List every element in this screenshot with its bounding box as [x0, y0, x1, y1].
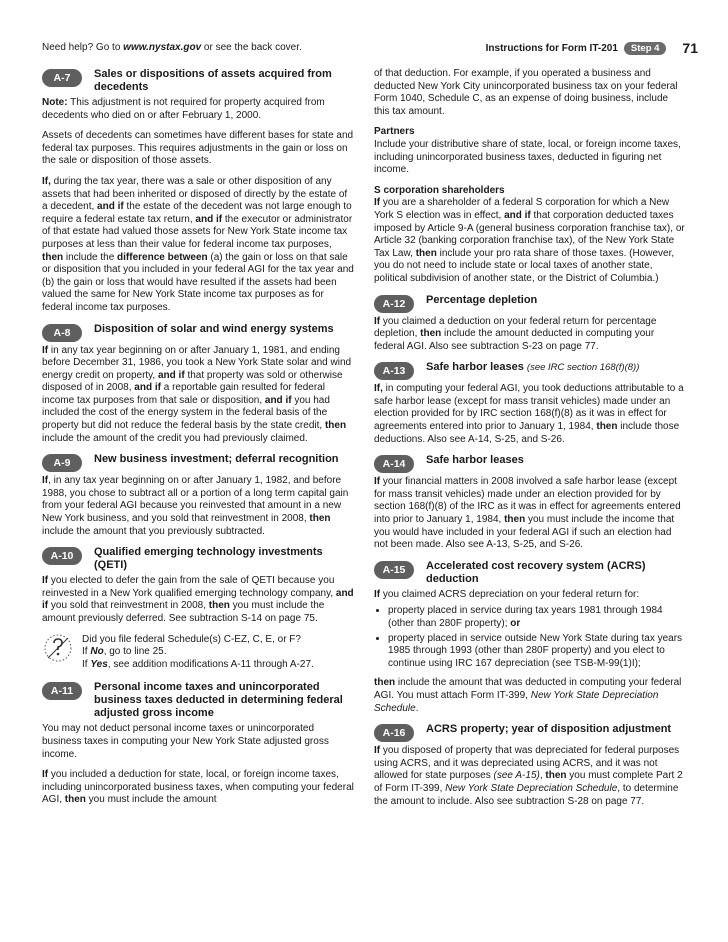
step-badge: Step 4 — [624, 42, 667, 55]
paragraph: then include the amount that was deducted in computing your federal AGI. You must attach Form IT-399, New York State Depreciation Schedule. — [374, 677, 682, 714]
paragraph: If you claimed a deduction on your federal return for percentage depletion, then include the amount deducted in computing your federal AGI. Also see subtraction S-23 on page 77. — [374, 315, 657, 352]
section-badge: A-8 — [42, 324, 82, 342]
section-title: Qualified emerging technology investments (QETI) — [94, 546, 323, 572]
section-badge: A-15 — [374, 561, 414, 579]
page-number: 71 — [682, 40, 698, 56]
section-a16-header — [374, 723, 686, 742]
section-a11-header — [42, 681, 354, 720]
section-badge: A-10 — [42, 547, 82, 565]
subheading-partners: Partners — [374, 126, 415, 138]
paragraph: If you elected to defer the gain from the sale of QETI because you reinvested in a New York qualified emerging technology company, and if you sold that reinvestment in 2008, then you must include the amount previously deferred. See subtraction S-14 on page 75. — [42, 575, 354, 624]
left-column — [42, 68, 354, 815]
paragraph: Include your distributive share of state, local, or foreign income taxes, including unincorporated business taxes, deducted in figuring net income. — [374, 138, 681, 176]
paragraph: If in any tax year beginning on or after January 1, 1981, and ending before December 31, 1986, you took a New York State solar and wind energy credit on property, and if that property was sold or otherwise disposed of in 2008, and if a reportable gain resulted for federal income tax purposes from that sale or disposition, and if you had included the cost of the energy system in the federal basis of the property but did not reduce the federal basis by the state credit, then include the amount of the credit you had previously claimed. — [42, 344, 352, 444]
section-a9-header — [42, 453, 354, 472]
section-a10-header — [42, 546, 354, 572]
answer-yes: If Yes, see addition modifications A-11 through A-27. — [82, 658, 314, 670]
paragraph: If you included a deduction for state, local, or foreign income taxes, including unincorporated business taxes, when computing your federal AGI, then you must include the amount — [42, 769, 354, 806]
section-badge: A-13 — [374, 362, 414, 380]
paragraph: If, in computing your federal AGI, you took deductions attributable to a safe harbor lease (except for mass transit vehicles) made under an election provided for by IRC section 168(f)(8) as it was in effect for agreements entered into prior to January 1, 1984, then include those deductions. Also see A-14, S-25, and S-26. — [374, 383, 684, 445]
question-mark-icon — [42, 632, 74, 664]
section-badge: A-11 — [42, 682, 82, 700]
section-badge: A-9 — [42, 454, 82, 472]
paragraph: You may not deduct personal income taxes or unincorporated business taxes in computing your New York State adjusted gross income. — [42, 723, 329, 760]
section-a15-header — [374, 560, 686, 586]
help-line: Need help? Go to www.nystax.gov or see the back cover. — [42, 42, 302, 53]
paragraph: If you disposed of property that was depreciated for federal purposes using ACRS, and it was depreciated using ACRS, and it was not allowed for state purposes (see A-15), then you must complete Part 2 of Form IT-399, New York State Depreciation Schedule, to determine the amount to include. Also see subtraction S-28 on page 77. — [374, 745, 683, 807]
section-title: Disposition of solar and wind energy systems — [94, 322, 334, 335]
section-badge: A-12 — [374, 295, 414, 313]
question-text: Did you file federal Schedule(s) C-EZ, C, E, or F? — [82, 633, 301, 645]
section-badge: A-16 — [374, 724, 414, 742]
section-a8-header — [42, 323, 354, 342]
section-title: Accelerated cost recovery system (ACRS) deduction — [426, 559, 646, 585]
section-title: Percentage depletion — [426, 293, 538, 306]
page-header — [42, 40, 698, 60]
paragraph: If you are a shareholder of a federal S corporation for which a New York S election was in effect, and if that corporation deducted taxes imposed by Article 9-A (general business corporation franchise tax), or Article 32 (banking corporation franchise tax), of the New York State Tax Law, then include your pro rata share of those taxes. (However, you do not need to include state or local taxes of another state, political subdivision of another state, or the District of Columbia.) — [374, 197, 685, 284]
form-instructions-title: Instructions for Form IT-201 — [485, 42, 618, 54]
bullet-list — [374, 605, 686, 670]
section-title: ACRS property; year of disposition adjustment — [426, 723, 672, 736]
section-a14-header — [374, 454, 686, 473]
section-title: New business investment; deferral recognition — [94, 453, 339, 466]
question-box — [42, 634, 354, 672]
section-badge: A-14 — [374, 455, 414, 473]
section-title: Sales or dispositions of assets acquired from decedents — [94, 68, 332, 93]
list-item: • property placed in service outside New York State during tax years 1985 through 1993 (other than 280F property) and you elect to continue using IRC 167 depreciation (see TSB-M-99(1)I); — [388, 633, 686, 671]
paragraph: Assets of decedents can sometimes have different bases for state and federal tax purposes. This requires adjustments in the gain or loss on the sale or disposition of those assets. — [42, 130, 354, 167]
right-column — [374, 68, 686, 816]
note: Note: This adjustment is not required for property acquired from decedents who died on or after February 1, 2000. — [42, 97, 325, 121]
paragraph: If, in any tax year beginning on or after January 1, 1982, and before 1988, you chose to subtract all or a portion of a long term capital gain from your federal AGI because you reinvested that amount in a new New York business, and you sold that reinvestment in 2008, then include the amount that you previously subtracted. — [42, 475, 349, 537]
section-a12-header — [374, 294, 686, 313]
section-title: Personal income taxes and unincorporated business taxes deducted in determining federal adjusted gross income — [94, 681, 343, 720]
list-item: • property placed in service during tax years 1981 through 1984 (other than 280F property); or — [388, 605, 686, 630]
section-a7-header — [42, 68, 354, 94]
paragraph: If, during the tax year, there was a sale or other disposition of any assets that had been inherited or disposed of directly by the estate of a decedent, and if the estate of the decedent was not large enough to require a federal estate tax return, and if the executor or administrator of that estate had valued those assets for New York State income tax purposes at less than their value for federal income tax purposes, then include the difference between (a) the gain or loss on that sale or disposition that you included in your federal AGI for the tax year and (b) the gain or loss that would have resulted if the assets had been valued the same for New York State income tax purposes as for federal income tax purposes. — [42, 175, 354, 313]
section-a13-header — [374, 361, 686, 380]
section-title: Safe harbor leases — [426, 454, 524, 467]
paragraph: If your financial matters in 2008 involved a safe harbor lease (except for mass transit vehicles) made under an election provided for by section 168(f)(8) of the IRC as it was in effect for agreements entered into prior to January 1, 1984, then you must include the income that you would have included in your federal AGI if such an election had not been made. Also see A-13, S-25, and S-26. — [374, 476, 681, 551]
section-title: Safe harbor leases (see IRC section 168(f)(8)) — [426, 361, 640, 374]
help-link[interactable]: www.nystax.gov — [123, 42, 202, 53]
section-badge: A-7 — [42, 69, 82, 87]
answer-no: If No, go to line 25. — [82, 646, 167, 658]
subheading-s-corporation: S corporation shareholders — [374, 184, 505, 196]
paragraph: of that deduction. For example, if you operated a business and deducted New York City unincorporated business tax on your federal Form 1040, Schedule C, as an expense of doing business, include this tax amount. — [374, 68, 678, 117]
paragraph: If you claimed ACRS depreciation on your federal return for: — [374, 588, 640, 600]
